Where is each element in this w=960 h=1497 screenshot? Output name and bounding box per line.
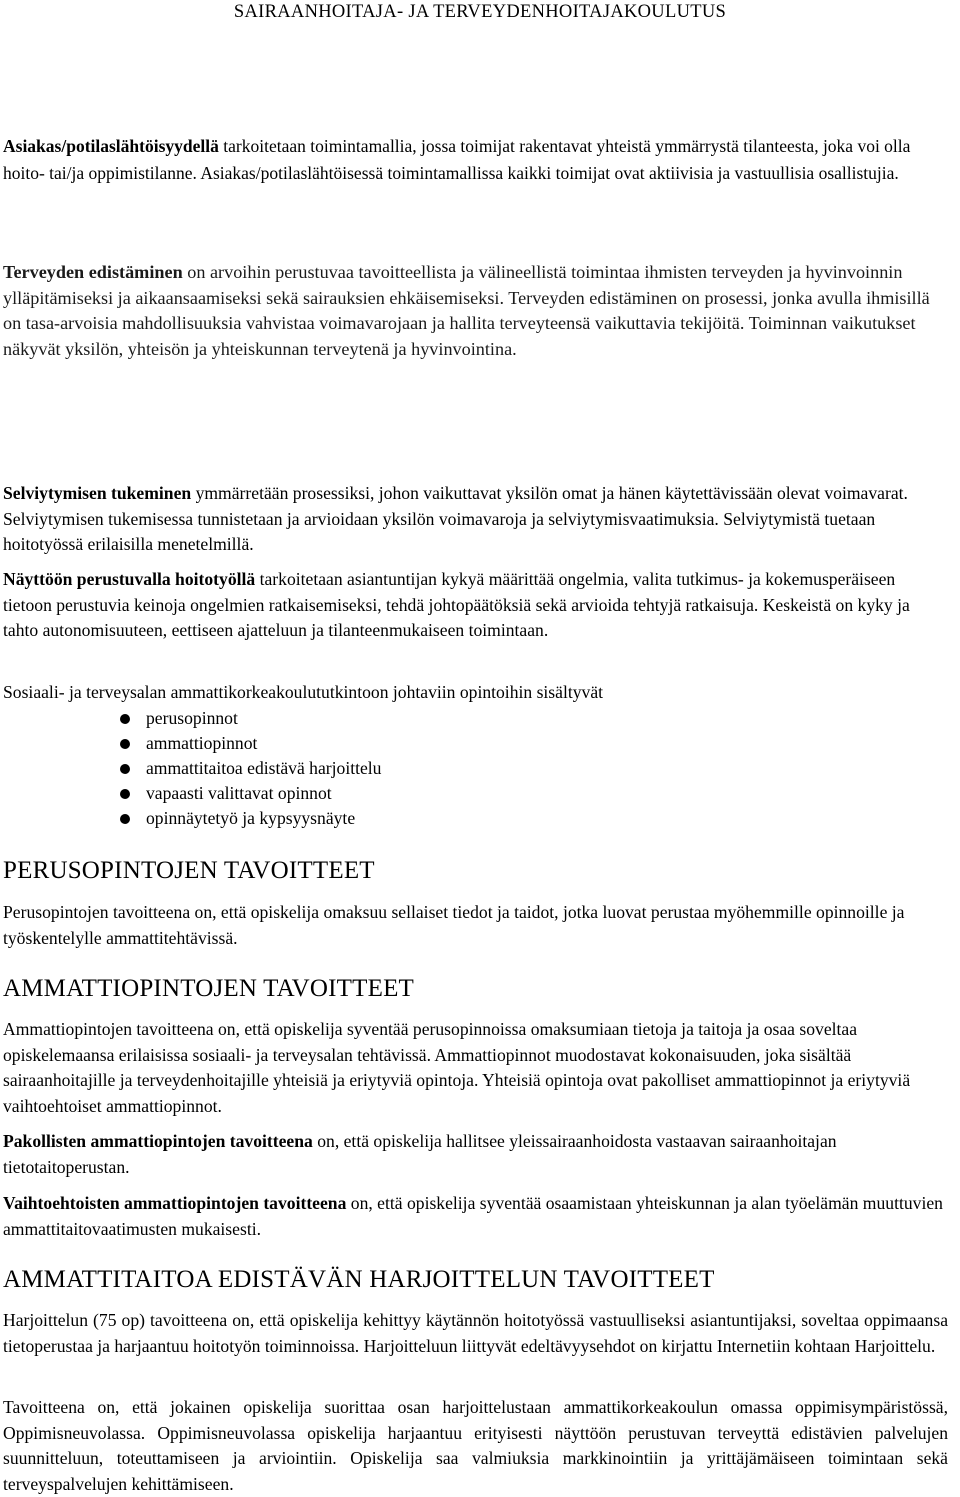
paragraph-selviytymisen-tukeminen (3, 481, 948, 558)
bullet-icon (120, 814, 130, 824)
heading-harjoittelu: AMMATTITAITOA EDISTÄVÄN HARJOITTELUN TAVOITTEET (3, 1266, 715, 1293)
paragraph-perusopinnot: Perusopintojen tavoitteena on, että opiskelija omaksuu sellaiset tiedot ja taidot, jotka luovat perustaa myöhemmille opinnoille ja työskentelylle ammattitehtävissä. (3, 902, 905, 948)
paragraph-opinnot-intro: Sosiaali- ja terveysalan ammattikorkeakoulututkintoon johtaviin opintoihin sisältyvät (3, 682, 604, 702)
paragraph-nayttoon-perustuva (3, 567, 948, 644)
page-header: SAIRAANHOITAJA- JA TERVEYDENHOITAJAKOULUTUS (233, 2, 727, 22)
paragraph-text: tarkoitetaan toimintamallia, jossa toimijat rakentavat yhteistä ymmärrystä tilanteesta, joka voi olla hoito- tai/ja oppimistilanne. Asiakas/potilaslähtöisessä toimintamallissa kaikki toimijat ovat aktiivisia ja vastuullisia osallistujia. (3, 136, 911, 183)
paragraph-terveyden-edistaminen (3, 260, 948, 362)
term-bold: Selviytymisen tukeminen (3, 483, 192, 503)
term-bold: Vaihtoehtoisten ammattiopintojen tavoitteena (3, 1193, 347, 1213)
heading-perusopinnot: PERUSOPINTOJEN TAVOITTEET (3, 857, 375, 884)
paragraph-text: on arvoihin perustuvaa tavoitteellista ja välineellistä toimintaa ihmisten terveyden ja hyvinvoinnin ylläpitämiseksi ja aikaansaamiseksi sekä sairauksien ehkäisemiseksi. Terveyden edistäminen on prosessi, jonka avulla ihmisillä on tasa-arvoisia mahdollisuuksia vahvistaa voimavarojaan ja hallita terveyteensä vaikuttavia tekijöitä. Toiminnan vaikutukset näkyvät yksilön, yhteisön ja yhteiskunnan terveytenä ja hyvinvointina. (3, 262, 930, 359)
list-item: ammattitaitoa edistävä harjoittelu (118, 756, 381, 781)
heading-ammattiopinnot: AMMATTIOPINTOJEN TAVOITTEET (3, 975, 415, 1002)
paragraph-ammattiopinnot: Ammattiopintojen tavoitteena on, että opiskelija syventää perusopinnoissa omaksumiaan tietoja ja taitoja ja osaa soveltaa opiskelemaansa erilaisissa sosiaali- ja terveysalan tehtävissä. Ammattiopinnot muodostavat kokonaisuuden, joka sisältää sairaanhoitajille ja terveydenhoitajille yhteisiä ja eriytyviä opintoja. Yhteisiä opintoja ovat pakolliset ammattiopinnot ja eriytyviä vaihtoehtoiset ammattiopinnot. (3, 1019, 911, 1116)
list-item: vapaasti valittavat opinnot (118, 781, 381, 806)
paragraph-text: on, että opiskelija syventää osaamistaan yhteiskunnan ja alan työelämän muuttuvien ammattitaitovaatimusten mukaisesti. (3, 1193, 943, 1239)
paragraph-vaihtoehtoiset (3, 1191, 948, 1242)
list-item: ammattiopinnot (118, 731, 381, 756)
study-components-list (118, 706, 381, 831)
bullet-icon (120, 789, 130, 799)
paragraph-pakolliset (3, 1129, 948, 1180)
list-item: opinnäytetyö ja kypsyysnäyte (118, 806, 381, 831)
paragraph-text: ymmärretään prosessiksi, johon vaikuttavat yksilön omat ja hänen käytettävissään olevat voimavarat. Selviytymisen tukemisessa tunnistetaan ja arvioidaan yksilön voimavaroja ja selviytymisvaatimuksia. Selviytymistä tuetaan hoitotyössä erilaisilla menetelmillä. (3, 483, 908, 554)
list-item: perusopinnot (118, 706, 381, 731)
term-bold: Pakollisten ammattiopintojen tavoitteena (3, 1131, 313, 1151)
paragraph-oppimisneuvola: Tavoitteena on, että jokainen opiskelija suorittaa osan harjoittelustaan ammattikorkeakoulun omassa oppimisympäristössä, Oppimisneuvolassa. Oppimisneuvolassa opiskelija harjaantuu erityisesti näyttöön perustuvan terveyttä edistävien palvelujen suunnitteluun, toteuttamiseen ja arviointiin. Opiskelija saa valmiuksia markkinointiin ja yrittäjämäiseen toimintaan sekä terveyspalvelujen kehittämiseen. (3, 1397, 948, 1494)
bullet-icon (120, 714, 130, 724)
paragraph-asiakaslahtoisyys (3, 133, 948, 186)
paragraph-harjoittelu: Harjoittelun (75 op) tavoitteena on, että opiskelija kehittyy käytännön hoitotyössä vastuulliseksi asiantuntijaksi, soveltaa oppimaansa tietoperustaa ja harjaantuu hoitotyön toiminnoissa. Harjoitteluun liittyvät edeltävyysehdot on kirjattu Internetiin kohtaan Harjoittelu. (3, 1310, 948, 1356)
term-bold: Asiakas/potilaslähtöisyydellä (3, 136, 219, 156)
bullet-icon (120, 764, 130, 774)
term-bold: Näyttöön perustuvalla hoitotyöllä (3, 569, 256, 589)
paragraph-text: on, että opiskelija hallitsee yleissairaanhoidosta vastaavan sairaanhoitajan tietotaitoperustan. (3, 1131, 837, 1177)
term-bold: Terveyden edistäminen (3, 262, 183, 282)
bullet-icon (120, 739, 130, 749)
paragraph-text: tarkoitetaan asiantuntijan kykyä määrittää ongelmia, valita tutkimus- ja kokemusperäiseen tietoon perustuvia keinoja ongelmien ratkaisemiseksi, tehdä johtopäätöksiä sekä arvioida tehtyjä ratkaisuja. Keskeistä on kyky ja tahto autonomisuuteen, eettiseen ajatteluun ja tilanteenmukaiseen toimintaan. (3, 569, 910, 640)
